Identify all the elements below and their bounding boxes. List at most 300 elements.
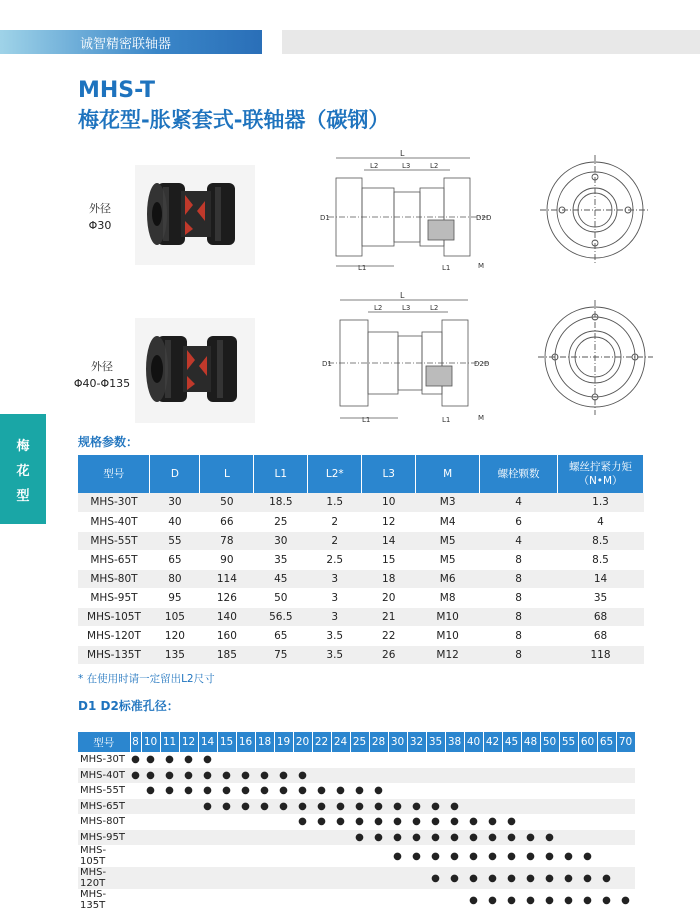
bore-dot-cell: [464, 799, 483, 815]
svg-text:D2: D2: [474, 360, 484, 368]
bore-dot-cell: [141, 799, 160, 815]
bore-dot-cell: ●: [407, 845, 426, 867]
bore-dot-cell: ●: [559, 845, 578, 867]
bore-dot-cell: [198, 814, 217, 830]
bore-dot-cell: ●: [540, 889, 559, 911]
bore-dot-cell: [350, 845, 369, 867]
bore-dot-cell: ●: [160, 768, 179, 784]
bore-dot-cell: [521, 814, 540, 830]
bore-dot-cell: ●: [388, 830, 407, 846]
bore-dot-cell: [312, 752, 331, 768]
spec-cell: 185: [200, 645, 254, 664]
spec-column-header: M: [416, 455, 480, 493]
spec-cell: MHS-55T: [78, 531, 150, 550]
svg-text:L1: L1: [442, 264, 451, 272]
bore-dot-cell: ●: [331, 783, 350, 799]
bore-dot-cell: ●: [445, 845, 464, 867]
side-tab-char: 梅: [16, 438, 30, 454]
spec-cell: 8: [480, 607, 558, 626]
bore-dot-cell: [160, 867, 179, 889]
spec-column-header: 螺丝拧紧力矩 （N•M）: [558, 455, 644, 493]
spec-row: [78, 607, 644, 626]
side-view-drawing-large: [318, 290, 518, 425]
bore-dot-cell: ●: [141, 752, 160, 768]
spec-cell: 20: [362, 588, 416, 607]
bore-dot-cell: [255, 752, 274, 768]
bore-dot-cell: ●: [464, 867, 483, 889]
bore-dot-cell: [578, 752, 597, 768]
bore-dot-cell: ●: [597, 889, 616, 911]
bore-dot-cell: ●: [350, 830, 369, 846]
spec-cell: 126: [200, 588, 254, 607]
bore-dot-cell: ●: [274, 768, 293, 784]
spec-cell: 1.3: [558, 493, 644, 512]
bore-dot-cell: [274, 752, 293, 768]
bore-size-header: 25: [350, 732, 369, 752]
bore-dot-cell: [350, 752, 369, 768]
spec-row: [78, 569, 644, 588]
bore-dot-cell: [388, 783, 407, 799]
spec-cell: 8: [480, 569, 558, 588]
bore-dot-cell: [255, 830, 274, 846]
bore-dot-cell: ●: [445, 814, 464, 830]
front-view-drawing-large: [538, 300, 653, 415]
bore-dot-cell: [217, 752, 236, 768]
bore-dot-cell: ●: [388, 814, 407, 830]
bore-dot-cell: [388, 889, 407, 911]
svg-text:D2: D2: [476, 214, 486, 222]
bore-dot-cell: ●: [293, 768, 312, 784]
bore-dot-cell: [559, 799, 578, 815]
bore-dot-cell: ●: [369, 783, 388, 799]
bore-dot-cell: ●: [350, 799, 369, 815]
spec-cell: 120: [150, 626, 200, 645]
product-size-label: 外径 Φ30: [88, 202, 112, 232]
spec-cell: 95: [150, 588, 200, 607]
bore-dot-cell: [483, 799, 502, 815]
bore-dot-cell: ●: [502, 830, 521, 846]
bore-size-header: 22: [312, 732, 331, 752]
spec-cell: 114: [200, 569, 254, 588]
spec-cell: 1.5: [308, 493, 362, 512]
bore-size-header: 50: [540, 732, 559, 752]
side-tab-char: 型: [16, 488, 30, 504]
spec-cell: 4: [480, 531, 558, 550]
spec-cell: 14: [558, 569, 644, 588]
svg-text:L2: L2: [430, 162, 439, 170]
bore-size-header: 70: [616, 732, 635, 752]
bore-dot-cell: [312, 830, 331, 846]
bore-dot-cell: ●: [445, 799, 464, 815]
bore-dot-cell: [141, 830, 160, 846]
bore-dot-cell: [130, 889, 141, 911]
spec-column-header: D: [150, 455, 200, 493]
spec-column-header: L: [200, 455, 254, 493]
bore-dot-cell: [502, 752, 521, 768]
bore-dot-cell: ●: [198, 752, 217, 768]
bore-dot-cell: [141, 845, 160, 867]
bore-dot-cell: [616, 768, 635, 784]
bore-dot-cell: ●: [198, 799, 217, 815]
bore-dot-cell: ●: [179, 752, 198, 768]
bore-dot-cell: [597, 783, 616, 799]
bore-dot-cell: ●: [312, 783, 331, 799]
bore-dot-cell: ●: [130, 752, 141, 768]
bore-dot-cell: ●: [331, 814, 350, 830]
spec-cell: 18: [362, 569, 416, 588]
bore-dot-cell: ●: [369, 814, 388, 830]
spec-note: * 在使用时请一定留出L2尺寸: [78, 673, 215, 685]
bore-size-header: 20: [293, 732, 312, 752]
bore-dot-cell: [130, 830, 141, 846]
svg-text:D1: D1: [322, 360, 332, 368]
bore-dot-cell: ●: [130, 768, 141, 784]
bore-dot-cell: ●: [521, 867, 540, 889]
bore-dot-cell: [217, 867, 236, 889]
spec-table: [78, 455, 644, 665]
bore-dot-cell: [217, 889, 236, 911]
bore-dot-cell: ●: [426, 799, 445, 815]
bore-dot-cell: [331, 768, 350, 784]
spec-cell: 8: [480, 550, 558, 569]
spec-cell: MHS-135T: [78, 645, 150, 664]
bore-dot-cell: [160, 845, 179, 867]
bore-row: [78, 830, 635, 846]
spec-cell: 3: [308, 588, 362, 607]
bore-dot-cell: ●: [274, 799, 293, 815]
bore-dot-cell: [130, 783, 141, 799]
bore-dot-cell: ●: [141, 768, 160, 784]
spec-cell: M5: [416, 550, 480, 569]
bore-dot-cell: ●: [407, 814, 426, 830]
bore-dot-cell: [540, 814, 559, 830]
bore-dot-cell: [407, 783, 426, 799]
spec-cell: 80: [150, 569, 200, 588]
spec-cell: 50: [200, 493, 254, 512]
spec-cell: 105: [150, 607, 200, 626]
svg-text:D: D: [486, 214, 492, 222]
bore-dot-cell: [559, 752, 578, 768]
bore-dot-cell: ●: [312, 799, 331, 815]
spec-cell: 50: [254, 588, 308, 607]
spec-cell: 15: [362, 550, 416, 569]
page-title-name: 梅花型-胀紧套式-联轴器（碳钢）: [78, 108, 390, 132]
bore-dot-cell: [407, 889, 426, 911]
brand-name: 诚智精密联轴器: [80, 37, 172, 52]
bore-dot-cell: [160, 814, 179, 830]
spec-cell: 25: [254, 512, 308, 531]
bore-dot-cell: ●: [179, 783, 198, 799]
bore-model-header: 型号: [78, 732, 130, 752]
bore-size-header: 19: [274, 732, 293, 752]
bore-dot-cell: [521, 752, 540, 768]
svg-text:L: L: [400, 291, 405, 300]
bore-dot-cell: ●: [179, 768, 198, 784]
spec-column-header: L2*: [308, 455, 362, 493]
bore-dot-cell: [559, 830, 578, 846]
bore-model-cell: MHS-120T: [78, 867, 130, 889]
spec-cell: 66: [200, 512, 254, 531]
bore-dot-cell: ●: [464, 845, 483, 867]
bore-size-header: 11: [160, 732, 179, 752]
product-size-label: 外径 Φ40-Φ135: [73, 360, 131, 390]
bore-dot-cell: ●: [255, 768, 274, 784]
bore-dot-cell: [616, 830, 635, 846]
bore-dot-cell: ●: [502, 867, 521, 889]
bore-dot-cell: ●: [616, 889, 635, 911]
bore-dot-cell: [540, 799, 559, 815]
bore-dot-cell: [236, 752, 255, 768]
spec-cell: 3: [308, 569, 362, 588]
bore-dot-cell: ●: [217, 768, 236, 784]
bore-dot-cell: [483, 768, 502, 784]
bore-dot-cell: [407, 768, 426, 784]
spec-cell: 75: [254, 645, 308, 664]
bore-dot-cell: ●: [255, 783, 274, 799]
bore-dot-cell: [502, 768, 521, 784]
spec-cell: 118: [558, 645, 644, 664]
bore-dot-cell: [578, 830, 597, 846]
bore-dot-cell: [293, 867, 312, 889]
bore-dot-cell: [160, 830, 179, 846]
bore-dot-cell: [483, 783, 502, 799]
bore-dot-cell: ●: [502, 814, 521, 830]
bore-model-cell: MHS-135T: [78, 889, 130, 911]
bore-dot-cell: ●: [293, 799, 312, 815]
spec-cell: 12: [362, 512, 416, 531]
product-photo-large: [135, 318, 255, 423]
bore-dot-cell: ●: [426, 814, 445, 830]
spec-cell: M10: [416, 626, 480, 645]
spec-cell: 78: [200, 531, 254, 550]
spec-cell: 90: [200, 550, 254, 569]
svg-text:L1: L1: [442, 416, 451, 424]
bore-size-header: 60: [578, 732, 597, 752]
bore-dot-cell: [388, 867, 407, 889]
bore-dot-cell: [502, 799, 521, 815]
bore-dot-cell: ●: [141, 783, 160, 799]
bore-dot-cell: [350, 889, 369, 911]
bore-size-header: 35: [426, 732, 445, 752]
bore-dot-cell: [130, 845, 141, 867]
spec-cell: 22: [362, 626, 416, 645]
bore-dot-cell: [160, 889, 179, 911]
bore-model-cell: MHS-65T: [78, 799, 130, 815]
bore-dot-cell: [369, 752, 388, 768]
bore-dot-cell: ●: [350, 814, 369, 830]
bore-dot-cell: ●: [578, 867, 597, 889]
bore-dot-cell: [616, 814, 635, 830]
bore-size-header: 45: [502, 732, 521, 752]
bore-model-cell: MHS-55T: [78, 783, 130, 799]
bore-dot-cell: [236, 830, 255, 846]
bore-dot-cell: ●: [388, 845, 407, 867]
spec-row: [78, 512, 644, 531]
bore-dot-cell: [369, 889, 388, 911]
bore-dot-cell: [179, 845, 198, 867]
product-photo-small: [135, 165, 255, 265]
svg-text:M: M: [478, 414, 485, 422]
bore-dot-cell: ●: [198, 783, 217, 799]
bore-dot-cell: ●: [521, 830, 540, 846]
spec-row: [78, 493, 644, 512]
spec-cell: 6: [480, 512, 558, 531]
bore-row: [78, 814, 635, 830]
spec-cell: 140: [200, 607, 254, 626]
bore-dot-cell: [236, 845, 255, 867]
bore-dot-cell: [426, 889, 445, 911]
bore-dot-cell: [255, 845, 274, 867]
bore-dot-cell: ●: [578, 889, 597, 911]
bore-dot-cell: ●: [426, 845, 445, 867]
spec-column-header: 型号: [78, 455, 150, 493]
spec-cell: 35: [254, 550, 308, 569]
bore-dot-cell: ●: [426, 830, 445, 846]
bore-size-header: 28: [369, 732, 388, 752]
bore-dot-cell: [130, 867, 141, 889]
svg-text:L3: L3: [402, 162, 411, 170]
bore-dot-cell: ●: [578, 845, 597, 867]
bore-dot-cell: [312, 867, 331, 889]
bore-dot-cell: ●: [331, 799, 350, 815]
bore-dot-cell: ●: [483, 845, 502, 867]
bore-dot-cell: [255, 814, 274, 830]
svg-text:L3: L3: [402, 304, 411, 312]
coupling-photo-icon: [135, 318, 255, 423]
spec-cell: 3.5: [308, 645, 362, 664]
bore-dot-cell: ●: [274, 783, 293, 799]
bore-size-header: 32: [407, 732, 426, 752]
spec-cell: 10: [362, 493, 416, 512]
bore-dot-cell: [559, 814, 578, 830]
bore-dot-cell: [160, 799, 179, 815]
spec-cell: MHS-30T: [78, 493, 150, 512]
bore-dot-cell: [464, 783, 483, 799]
spec-cell: 18.5: [254, 493, 308, 512]
bore-dot-cell: [464, 752, 483, 768]
bore-dot-cell: ●: [483, 867, 502, 889]
bore-dot-cell: ●: [483, 889, 502, 911]
bore-dot-cell: [293, 830, 312, 846]
spec-cell: 4: [480, 493, 558, 512]
bore-dot-cell: ●: [198, 768, 217, 784]
spec-cell: 26: [362, 645, 416, 664]
bore-dot-cell: [141, 867, 160, 889]
bore-dot-cell: ●: [369, 830, 388, 846]
bore-model-cell: MHS-95T: [78, 830, 130, 846]
bore-dot-cell: [369, 867, 388, 889]
spec-row: [78, 550, 644, 569]
spec-row: [78, 531, 644, 550]
bore-dot-cell: [426, 768, 445, 784]
bore-dot-cell: [217, 830, 236, 846]
bore-size-header: 40: [464, 732, 483, 752]
spec-cell: 68: [558, 607, 644, 626]
spec-cell: 135: [150, 645, 200, 664]
bore-dot-cell: [255, 867, 274, 889]
bore-dot-cell: [426, 783, 445, 799]
spec-column-header: L1: [254, 455, 308, 493]
bore-dot-cell: ●: [521, 889, 540, 911]
bore-dot-cell: ●: [312, 814, 331, 830]
side-category-tab[interactable]: [0, 414, 46, 524]
spec-cell: M6: [416, 569, 480, 588]
bore-dot-cell: ●: [236, 799, 255, 815]
spec-cell: M8: [416, 588, 480, 607]
bore-dot-cell: ●: [464, 889, 483, 911]
spec-cell: MHS-120T: [78, 626, 150, 645]
bore-dot-cell: [540, 783, 559, 799]
bore-dot-cell: [274, 889, 293, 911]
spec-cell: MHS-65T: [78, 550, 150, 569]
spec-cell: MHS-95T: [78, 588, 150, 607]
bore-dot-cell: [141, 889, 160, 911]
spec-cell: 40: [150, 512, 200, 531]
spec-cell: 8: [480, 626, 558, 645]
bore-dot-cell: ●: [445, 830, 464, 846]
bore-dot-cell: [130, 814, 141, 830]
side-tab-char: 花: [16, 463, 30, 479]
bore-dot-cell: [274, 830, 293, 846]
bore-dot-cell: ●: [426, 867, 445, 889]
bore-dot-cell: ●: [521, 845, 540, 867]
bore-row: [78, 867, 635, 889]
bore-dot-cell: [236, 814, 255, 830]
spec-cell: M12: [416, 645, 480, 664]
bore-dot-cell: [198, 845, 217, 867]
bore-dot-cell: [616, 783, 635, 799]
bore-dot-cell: [255, 889, 274, 911]
bore-dot-cell: [331, 752, 350, 768]
bore-dot-cell: ●: [255, 799, 274, 815]
svg-text:L2: L2: [430, 304, 439, 312]
spec-cell: M3: [416, 493, 480, 512]
bore-dot-cell: [179, 889, 198, 911]
bore-size-header: 24: [331, 732, 350, 752]
bore-dot-cell: ●: [388, 799, 407, 815]
spec-cell: M4: [416, 512, 480, 531]
bore-dot-cell: [331, 845, 350, 867]
bore-dot-cell: [179, 867, 198, 889]
bore-dot-cell: [331, 830, 350, 846]
bore-dot-cell: [616, 752, 635, 768]
bore-dot-cell: [597, 845, 616, 867]
bore-dot-cell: [293, 752, 312, 768]
spec-cell: 65: [150, 550, 200, 569]
bore-dot-cell: ●: [369, 799, 388, 815]
bore-dot-cell: [616, 799, 635, 815]
coupling-photo-icon: [135, 165, 255, 265]
bore-dot-cell: ●: [236, 783, 255, 799]
bore-dot-cell: ●: [540, 845, 559, 867]
spec-cell: 68: [558, 626, 644, 645]
bore-row: [78, 752, 635, 768]
spec-row: [78, 588, 644, 607]
bore-dot-cell: [597, 768, 616, 784]
bore-dot-cell: ●: [217, 799, 236, 815]
bore-dot-cell: [521, 799, 540, 815]
bore-size-header: 65: [597, 732, 616, 752]
bore-dot-cell: ●: [502, 889, 521, 911]
bore-dot-cell: [312, 845, 331, 867]
bore-size-header: 16: [236, 732, 255, 752]
bore-dot-cell: [217, 814, 236, 830]
bore-dot-cell: [559, 783, 578, 799]
bore-dot-cell: [616, 845, 635, 867]
bore-dot-cell: [540, 768, 559, 784]
bore-dot-cell: [350, 768, 369, 784]
bore-dot-cell: ●: [559, 889, 578, 911]
